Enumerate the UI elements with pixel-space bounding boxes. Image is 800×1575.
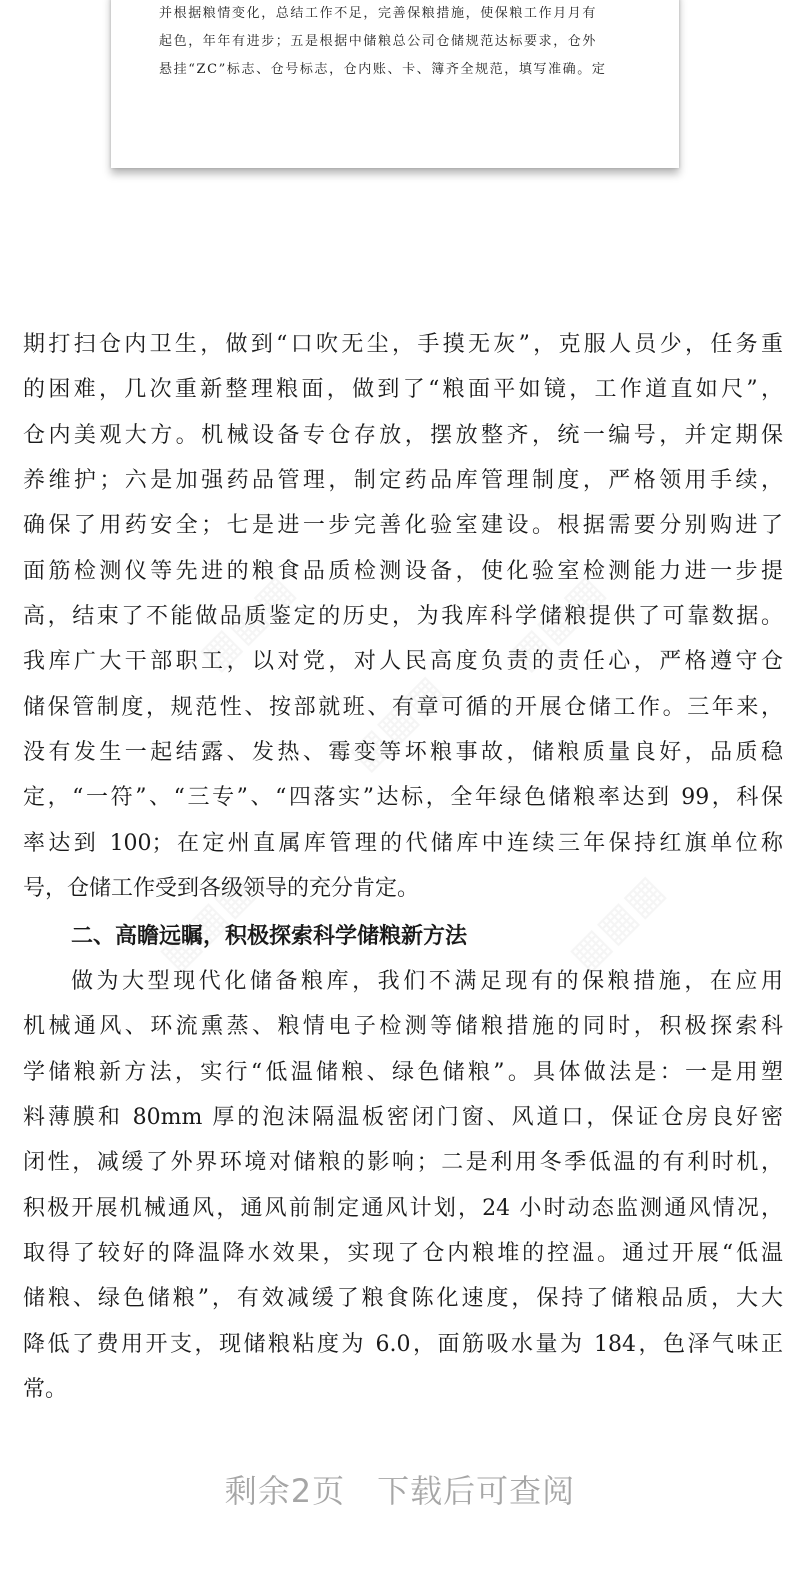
body-line: 号，仓储工作受到各级领导的充分肯定。 [23, 876, 420, 901]
body-line: 期打扫仓内卫生，做到“口吹无尘，手摸无灰”，克服人员少，任务重 [23, 332, 783, 357]
preview-line: 并根据粮情变化，总结工作不足，完善保粮措施，使保粮工作月月有 [159, 6, 598, 21]
page-preview-card [111, 0, 679, 168]
body-line: 做为大型现代化储备粮库，我们不满足现有的保粮措施，在应用 [71, 969, 783, 994]
body-line: 学储粮新方法，实行“低温储粮、绿色储粮”。具体做法是：一是用塑 [23, 1060, 783, 1085]
body-line: 的困难，几次重新整理粮面，做到了“粮面平如镜，工作道直如尺”， [23, 377, 783, 402]
body-line: 确保了用药安全；七是进一步完善化验室建设。根据需要分别购进了 [23, 513, 783, 538]
body-line: 积极开展机械通风，通风前制定通风计划，24 小时动态监测通风情况， [23, 1196, 783, 1221]
body-line: 储保管制度，规范性、按部就班、有章可循的开展仓储工作。三年来， [23, 695, 783, 720]
body-line: 定，“一符”、“三专”、“四落实”达标，全年绿色储粮率达到 99，科保 [23, 785, 783, 810]
body-line: 没有发生一起结露、发热、霉变等坏粮事故，储粮质量良好，品质稳 [23, 740, 783, 765]
download-prompt[interactable] [0, 1466, 800, 1512]
preview-line: 悬挂“ZC”标志、仓号标志，仓内账、卡、簿齐全规范，填写准确。定 [159, 62, 607, 77]
download-to-view-link[interactable]: 下载后可查阅 [377, 1472, 576, 1510]
body-line: 取得了较好的降温降水效果，实现了仓内粮堆的控温。通过开展“低温 [23, 1241, 783, 1266]
body-line: 高，结束了不能做品质鉴定的历史，为我库科学储粮提供了可靠数据。 [23, 604, 783, 629]
body-line: 仓内美观大方。机械设备专仓存放，摆放整齐，统一编号，并定期保 [23, 423, 783, 448]
preview-line: 起色，年年有进步；五是根据中储粮总公司仓储规范达标要求，仓外 [159, 34, 598, 49]
body-line: 养维护；六是加强药品管理，制定药品库管理制度，严格领用手续， [23, 468, 783, 493]
body-line: 料薄膜和 80mm 厚的泡沫隔温板密闭门窗、风道口，保证仓房良好密 [23, 1105, 783, 1130]
remaining-pages-label: 剩余2页 [224, 1472, 346, 1510]
body-line: 闭性，减缓了外界环境对储粮的影响；二是利用冬季低温的有利时机， [23, 1150, 783, 1175]
body-line: 降低了费用开支，现储粮粘度为 6.0，面筋吸水量为 184，色泽气味正 [23, 1332, 783, 1357]
body-line: 储粮、绿色储粮”，有效减缓了粮食陈化速度，保持了储粮品质，大大 [23, 1286, 783, 1311]
body-line: 率达到 100；在定州直属库管理的代储库中连续三年保持红旗单位称 [23, 831, 783, 856]
body-line: 我库广大干部职工，以对党，对人民高度负责的责任心，严格遵守仓 [23, 649, 783, 674]
body-line: 常。 [23, 1377, 68, 1402]
body-line: 面筋检测仪等先进的粮食品质检测设备，使化验室检测能力进一步提 [23, 559, 783, 584]
section-heading: 二、高瞻远瞩，积极探索科学储粮新方法 [71, 924, 468, 949]
body-line: 机械通风、环流熏蒸、粮情电子检测等储粮措施的同时，积极探索科 [23, 1014, 783, 1039]
